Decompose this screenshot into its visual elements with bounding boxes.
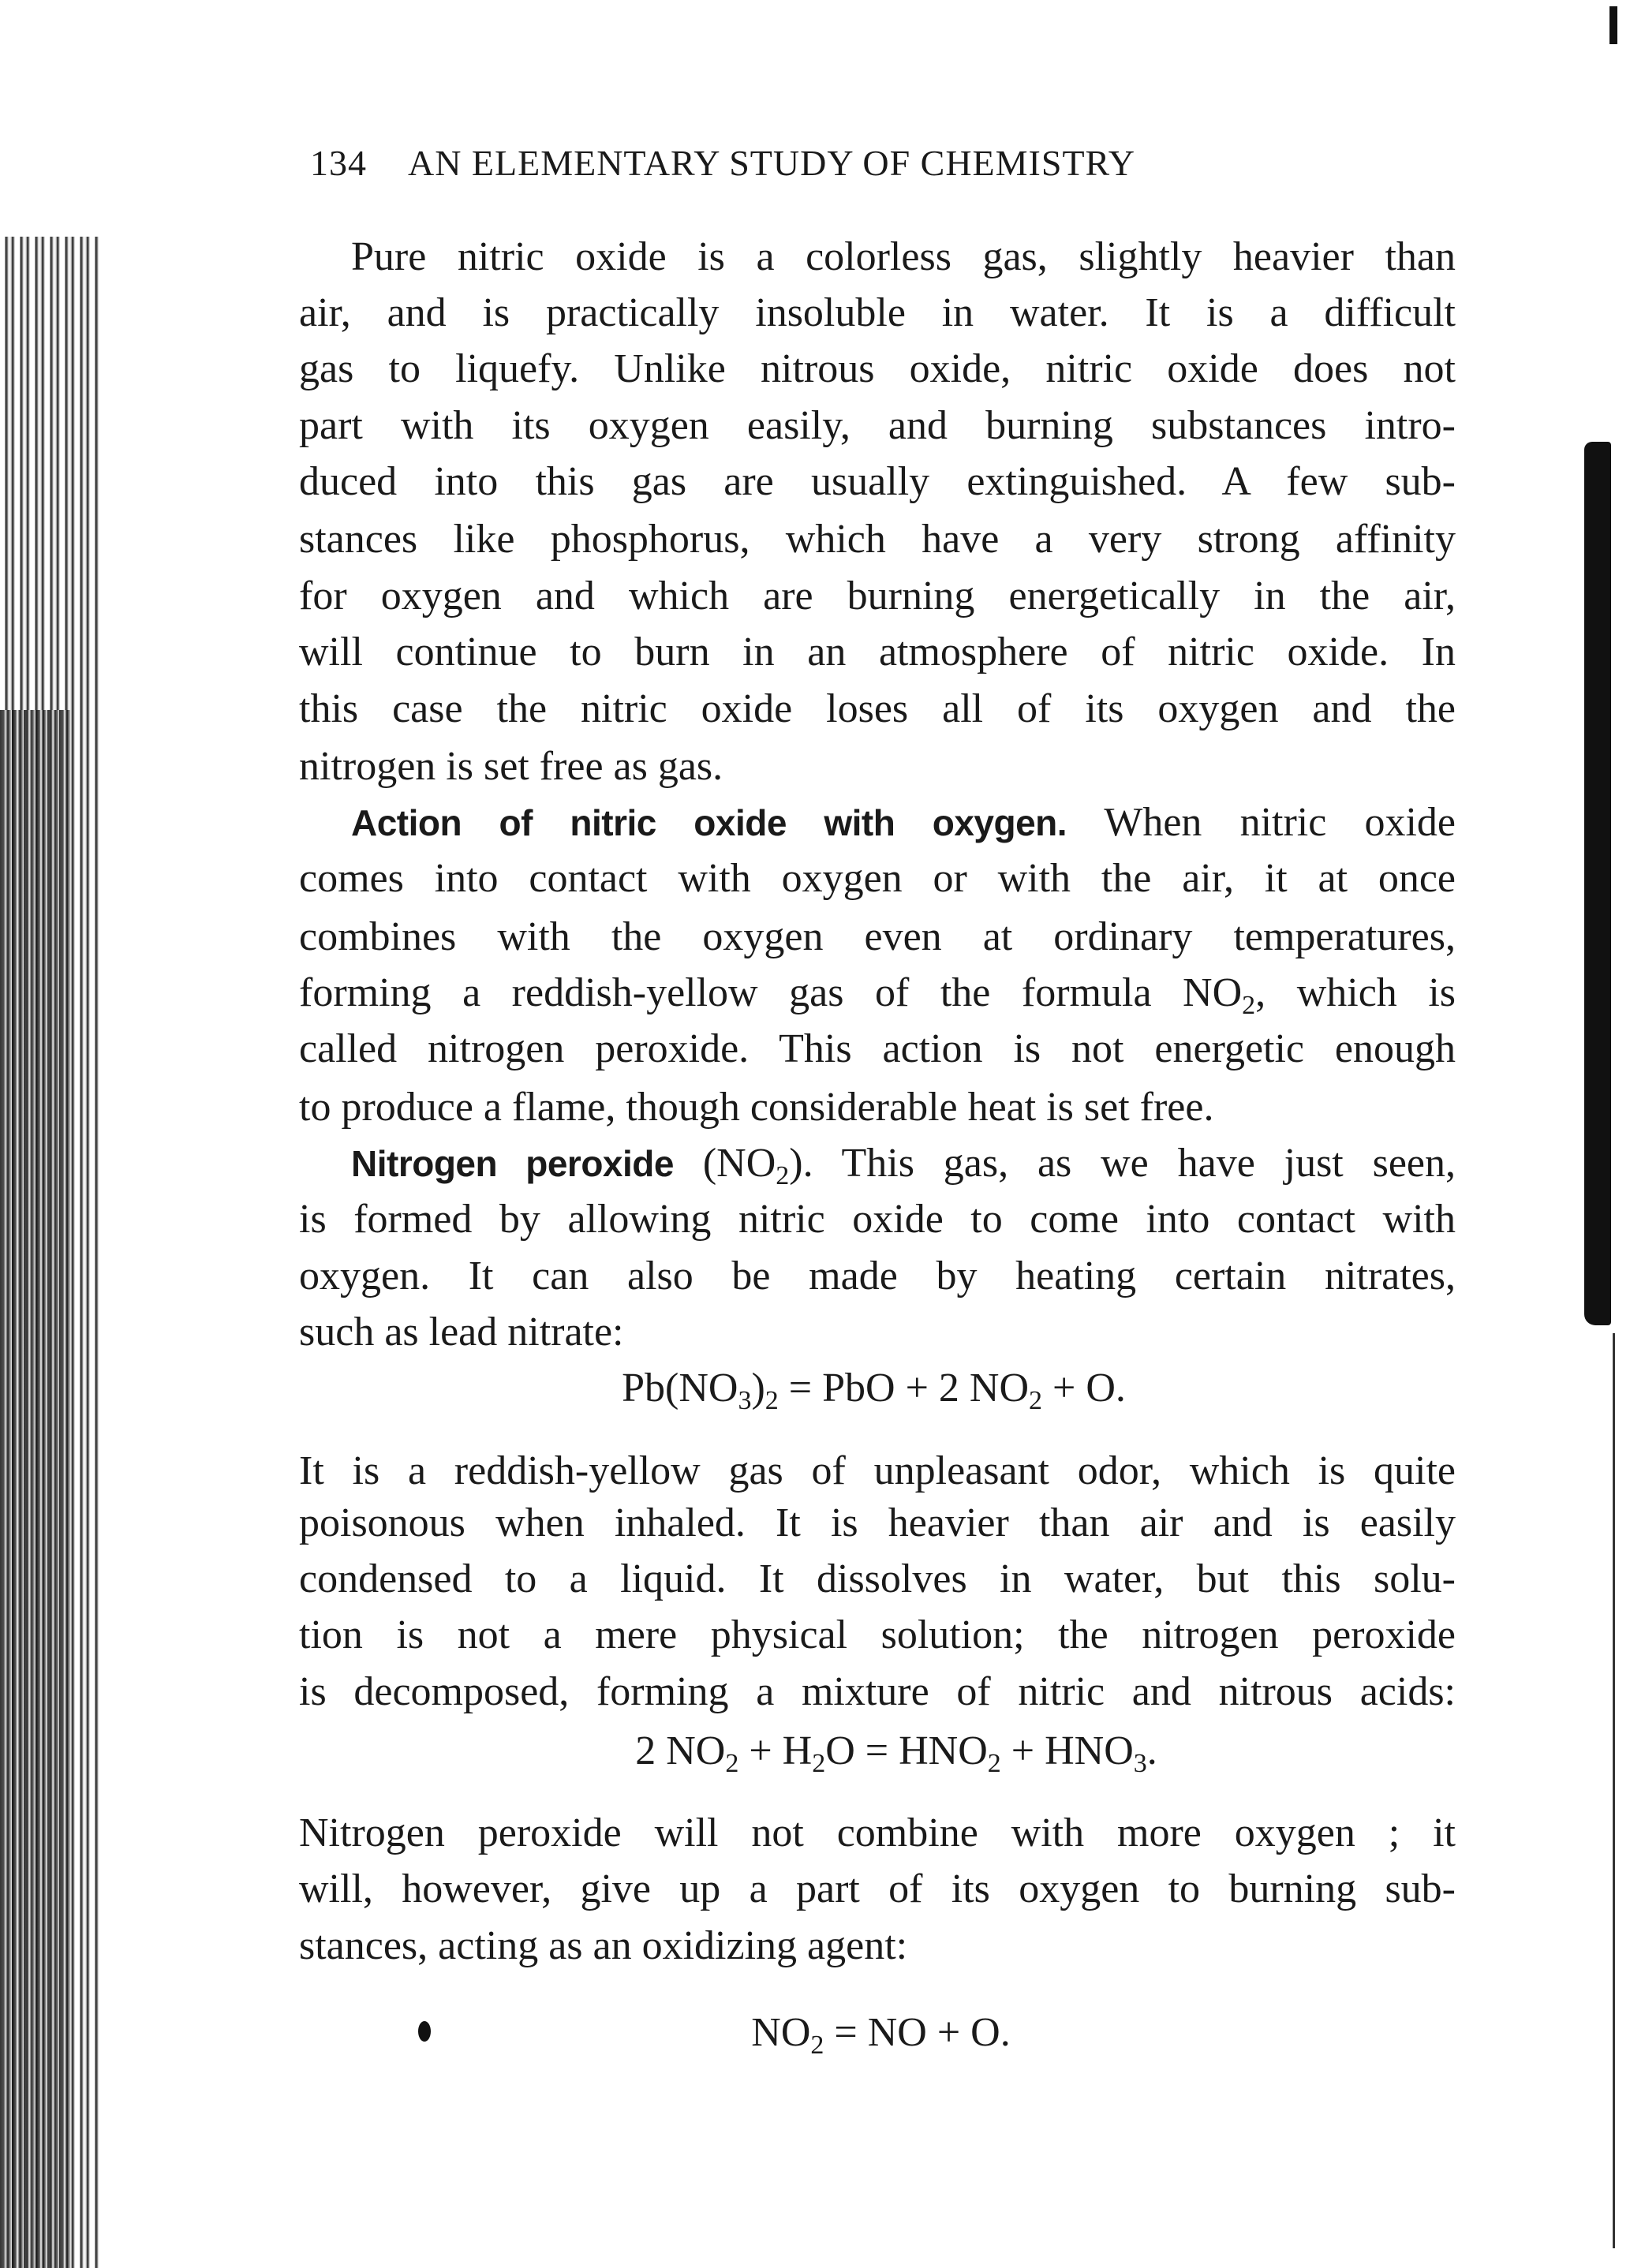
bold-heading: Action of nitric oxide with oxygen. xyxy=(351,802,1067,843)
text-run: O = HNO xyxy=(825,1728,988,1773)
text-run: forming a reddish-yellow gas of the formula NO xyxy=(299,970,1243,1015)
text-line xyxy=(299,1079,1456,1136)
text-line xyxy=(299,398,1456,454)
text-run: gas to liquefy. Unlike nitrous oxide, nitric oxide does not xyxy=(299,346,1456,391)
running-header xyxy=(310,142,1135,184)
text-run: poisonous when inhaled. It is heavier than air and is easily xyxy=(299,1500,1456,1545)
bold-heading: Nitrogen peroxide xyxy=(351,1143,674,1184)
text-run: combines with the oxygen even at ordinary temperatures, xyxy=(299,914,1456,959)
text-run: will, however, give up a part of its oxygen to burning sub- xyxy=(299,1866,1456,1911)
text-run: ) xyxy=(751,1366,765,1410)
subscript: 2 xyxy=(1242,991,1256,1020)
text-run: nitrogen is set free as gas. xyxy=(299,744,723,789)
subscript: 3 xyxy=(1133,1749,1147,1778)
text-run: stances like phosphorus, which have a very strong affinity xyxy=(299,517,1456,562)
text-line xyxy=(299,1607,1456,1664)
text-run: to produce a flame, though considerable heat is set free. xyxy=(299,1085,1214,1130)
running-title: AN ELEMENTARY STUDY OF CHEMISTRY xyxy=(407,143,1135,183)
text-run: . xyxy=(1146,1728,1157,1773)
text-run: When nitric oxide xyxy=(1067,800,1456,845)
text-line xyxy=(299,229,1456,286)
text-line xyxy=(299,1304,1456,1361)
text-run: ). This gas, as we have just seen, xyxy=(789,1141,1456,1186)
text-line xyxy=(299,1248,1456,1305)
text-run: part with its oxygen easily, and burning substances intro- xyxy=(299,403,1456,448)
equation xyxy=(722,2005,1040,2061)
text-run: comes into contact with oxygen or with the air, it at once xyxy=(299,856,1456,901)
text-line xyxy=(299,1551,1456,1608)
book-binding-shadow-dark xyxy=(0,710,71,2268)
text-run: duced into this gas are usually extinguished. A few sub- xyxy=(299,459,1456,504)
subscript: 3 xyxy=(738,1386,752,1415)
text-run: + O. xyxy=(1042,1366,1126,1410)
text-line xyxy=(299,681,1456,738)
text-run: oxygen. It can also be made by heating certain nitrates, xyxy=(299,1254,1456,1298)
text-line xyxy=(299,568,1456,625)
text-run: Pb(NO xyxy=(622,1366,738,1410)
text-line xyxy=(299,285,1456,342)
equation xyxy=(557,1723,1236,1780)
text-line xyxy=(299,1191,1456,1248)
text-run: + HNO xyxy=(1000,1728,1134,1773)
subscript: 2 xyxy=(765,1386,779,1415)
text-line xyxy=(299,1021,1456,1078)
subscript: 2 xyxy=(812,1749,826,1778)
text-run: condensed to a liquid. It dissolves in water, but this solu- xyxy=(299,1556,1456,1601)
text-run: for oxygen and which are burning energetically in the air, xyxy=(299,574,1456,618)
subscript: 2 xyxy=(1029,1386,1042,1415)
text-run: = NO + O. xyxy=(824,2010,1011,2055)
text-run: tion is not a mere physical solution; the nitrogen peroxide xyxy=(299,1612,1456,1657)
subscript: 2 xyxy=(725,1749,739,1778)
page-edge-mark xyxy=(1609,6,1617,44)
text-run: is formed by allowing nitric oxide to come into contact with xyxy=(299,1197,1456,1242)
text-run: air, and is practically insoluble in water. It is a difficult xyxy=(299,290,1456,335)
text-run: (NO xyxy=(673,1141,776,1186)
text-run: stances, acting as an oxidizing agent: xyxy=(299,1923,908,1968)
text-line xyxy=(299,850,1456,907)
text-line xyxy=(299,909,1456,966)
subscript: 2 xyxy=(987,1749,1001,1778)
text-run: is decomposed, forming a mixture of nitric and nitrous acids: xyxy=(299,1669,1456,1714)
text-line xyxy=(299,1918,1456,1975)
page-edge-shadow xyxy=(1584,442,1611,1325)
subscript: 2 xyxy=(810,2031,824,2060)
text-line xyxy=(299,794,1456,851)
text-line xyxy=(299,1135,1456,1192)
text-run: = PbO + 2 NO xyxy=(778,1366,1029,1410)
page-edge-line xyxy=(1613,1333,1615,2248)
text-line xyxy=(299,738,1456,795)
text-line xyxy=(299,1443,1456,1500)
equation xyxy=(552,1360,1195,1417)
text-line xyxy=(299,1861,1456,1918)
text-line xyxy=(299,1664,1456,1721)
text-run: Nitrogen peroxide will not combine with more oxygen ; it xyxy=(299,1810,1456,1855)
subscript: 2 xyxy=(776,1161,790,1190)
text-line xyxy=(299,454,1456,510)
page-number: 134 xyxy=(310,143,367,183)
text-run: called nitrogen peroxide. This action is not energetic enough xyxy=(299,1026,1456,1071)
text-line xyxy=(299,624,1456,681)
text-run: , which is xyxy=(1255,970,1456,1015)
text-line xyxy=(299,1805,1456,1862)
text-line xyxy=(299,965,1456,1022)
text-run: this case the nitric oxide loses all of its oxygen and the xyxy=(299,686,1456,731)
text-line xyxy=(299,1495,1456,1552)
text-run: such as lead nitrate: xyxy=(299,1310,624,1354)
text-run: + H xyxy=(738,1728,813,1773)
text-line xyxy=(299,511,1456,568)
text-run: It is a reddish-yellow gas of unpleasant odor, which is quite xyxy=(299,1448,1456,1493)
ink-blot xyxy=(418,2021,431,2042)
text-run: NO xyxy=(751,2010,811,2055)
text-line xyxy=(299,341,1456,398)
text-run: will continue to burn in an atmosphere of nitric oxide. In xyxy=(299,630,1456,674)
text-run: Pure nitric oxide is a colorless gas, slightly heavier than xyxy=(351,234,1456,279)
text-run: 2 NO xyxy=(635,1728,726,1773)
